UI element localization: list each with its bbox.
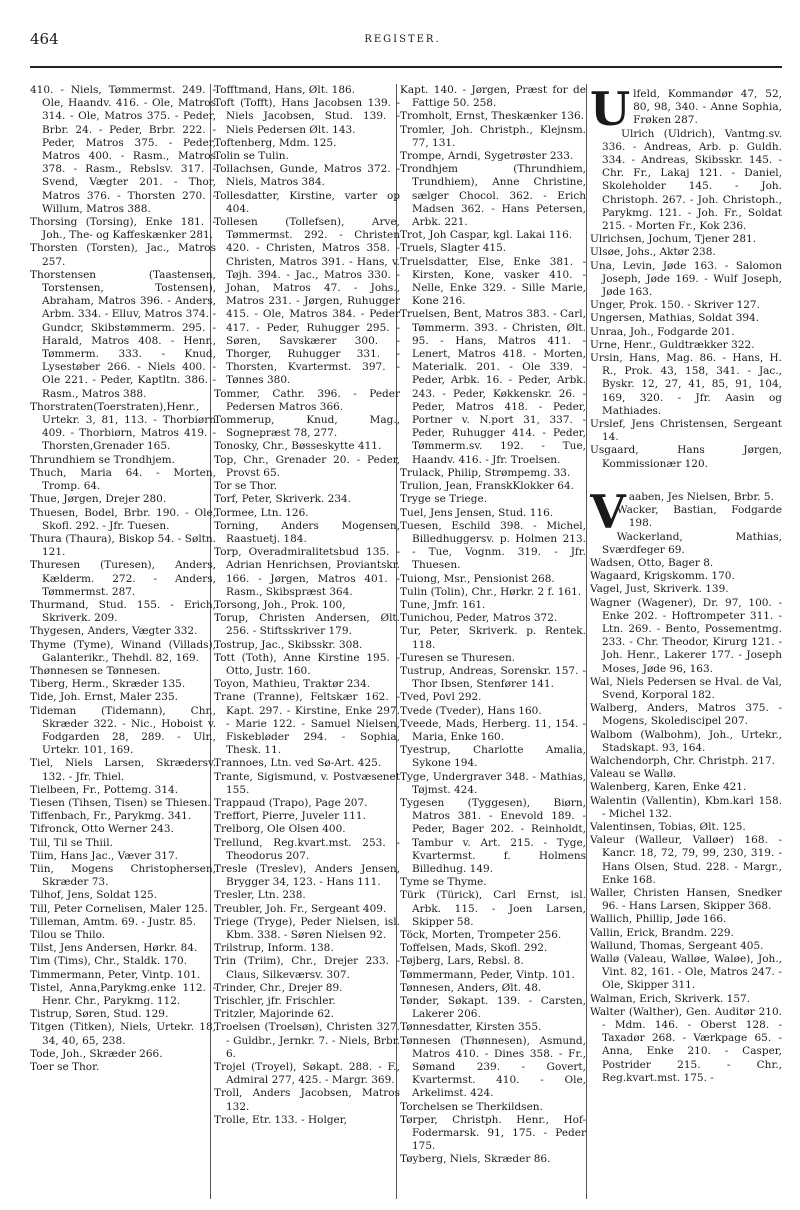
register-entry: Ungersen, Mathias, Soldat 394. — [590, 312, 760, 325]
register-entry: Wadsen, Otto, Bager 8. — [590, 556, 714, 569]
register-entry: Tim (Tims), Chr., Staldk. 170. — [30, 955, 188, 968]
register-entry: Trante, Sigismund, v. Postvæsenet 155. — [214, 770, 400, 796]
register-entry: Torp, Overadmiralitetsbud 135. - Adrian Henrichsen, Proviantskr. 166. - Jørgen, Matros 401. - Rasm., Skibspræst 364. — [214, 546, 400, 598]
register-entry: Ulrichsen, Jochum, Tjener 281. — [590, 233, 757, 246]
register-entry: Thuesen, Bodel, Brbr. 190. - Ole, Skofl. 292. - Jfr. Tuesen. — [30, 506, 216, 532]
register-entry: Tveede, Mads, Herberg. 11, 154. - Maria, Enke 160. — [400, 717, 586, 743]
register-entry: Thorstensen (Taastensen, Torstensen, Tostensen), Abraham, Matros 396. - Anders, Arbm. 334. - Elluv, Matros 374. - Gundcr, Skibstømmerm. 295. - Harald, Matros 408. - Henr., Tømmerm. 333. - Knud, Lysestøber 266. - Niels 400. - Ole 221. - Peder, Kaptltn. 386. - Rasm., Matros 388. — [30, 268, 216, 400]
section-u — [590, 84, 782, 136]
register-entry: Tollachsen, Gunde, Matros 372. - Niels, Matros 384. — [214, 163, 400, 189]
register-entry: Troelsen (Troelsøn), Christen 327. - Guldbr., Jernkr. 7. - Niels, Brbr. 6. — [214, 1021, 400, 1060]
register-entry: Trelborg, Ole Olsen 400. — [214, 823, 346, 836]
register-entry: Trondhjem (Thrundhiem, Trundhiem), Anne Christine, sælger Chocol. 362. - Erich Madsen 362. - Hans Petersen, Arbk. 221. — [400, 163, 586, 229]
register-entry: Valeau se Wallø. — [590, 768, 677, 781]
register-entry: Toft (Tofft), Hans Jacobsen 139. - Niels Jacobsen, Stud. 139. - Niels Pedersen Ølt. 143. — [214, 97, 400, 136]
register-entry: Thorstraten(Toerstraten),Henr., Urtekr. 3, 81, 113. - Thorbiørn 409. - Thorbiørn, Matros 419. - Thorsten,Grenader 165. — [30, 400, 216, 453]
register-entry: Tulin (Tolin), Chr., Hørkr. 2 f. 161. — [400, 585, 582, 598]
register-entry: Walchendorph, Chr. Christph. 217. — [590, 754, 775, 767]
register-entry: Vallin, Erick, Brandm. 229. — [590, 926, 734, 939]
register-entry: Usgaard, Hans Jørgen, Kommissionær 120. — [590, 444, 782, 470]
page-header — [30, 30, 775, 52]
register-entry: Thyme (Tyme), Winand (Villads), Galanterikr., Thehdl. 82, 169. — [30, 638, 216, 664]
section-u-entries — [590, 128, 782, 471]
register-entry: Trannoes, Ltn. ved Sø-Art. 425. — [214, 757, 382, 770]
register-entry: Tønnesen, Anders, Ølt. 48. — [400, 981, 542, 994]
register-entry: Urne, Henr., Guldtrækker 322. — [590, 338, 755, 351]
page-number: 464 — [30, 30, 59, 48]
register-entry: Tiin, Mogens Christophersen, Skræder 73. — [30, 862, 216, 889]
register-entry: Tyge, Undergraver 348. - Mathias, Tøjmst. 424. — [400, 770, 586, 796]
register-entry: Tved, Povl 292. — [400, 691, 482, 704]
register-entry: Trulion, Jean, FranskKlokker 64. — [400, 480, 574, 493]
register-entry: Tott (Toth), Anne Kirstine 195. - Otto, Justr. 160. — [214, 651, 400, 677]
register-entry: Torsong, Joh., Prok. 100, — [214, 598, 346, 611]
register-entry: Urslef, Jens Christensen, Sergeant 14. — [590, 418, 782, 444]
column-2 — [214, 84, 400, 1204]
register-entry: Ulsøe, Johs., Aktør 238. — [590, 246, 716, 259]
dropcap-u: U — [590, 84, 631, 136]
register-entry: Tur, Peter, Skriverk. p. Rentek. 118. — [400, 625, 586, 651]
register-entry: Wal, Niels Pedersen se Hval. de Val, Svend, Korporal 182. — [590, 675, 782, 701]
register-entry: Trellund, Reg.kvart.mst. 253. - Theodorus 207. — [214, 836, 400, 862]
register-entry: Wallø (Valeau, Walløe, Waløe), Joh., Vint. 82, 161. - Ole, Matros 247. - Ole, Skipper 311. — [590, 953, 782, 992]
register-entry: Truelsen, Bent, Matros 383. - Carl, Tømmerm. 393. - Christen, Ølt. 95. - Hans, Matros 411. - Lenert, Matros 418. - Morten, Materialk. 201. - Ole 339. - Peder, Arbk. 16. - Peder, Arbk. 243. - Peder, Køkkenskr. 26. - Peder, Matros 418. - Peder, Portner v. N.port 31, 337. - Peder, Ruhugger 414. - Peder, Tømmerm.sv. 192. - Tue, Haandv. 416. - Jfr. Troelsen. — [400, 308, 586, 466]
register-entry: Tormee, Ltn. 126. — [214, 506, 309, 519]
register-entry: Tøyberg, Niels, Skræder 86. — [400, 1153, 551, 1166]
register-entry: Torchelsen se Therkildsen. — [400, 1100, 543, 1113]
register-entry: Tritzler, Majorinde 62. — [214, 1008, 334, 1021]
register-entry: Wackerland, Mathias, Sværdfeger 69. — [602, 530, 782, 556]
register-entry: Tryge se Triege. — [400, 493, 488, 506]
section-v-entries — [590, 504, 782, 1085]
register-entry: Walter (Walther), Gen. Auditør 210. - Mdm. 146. - Oberst 128. - Taxadør 268. - Værkpage 65. - Anna, Enke 210. - Casper, Postrider 215. - Chr., Reg.kvart.mst. 175. - — [590, 1005, 782, 1084]
register-entry: Unraa, Joh., Fodgarde 201. — [590, 325, 735, 338]
register-entry: Walberg, Anders, Matros 375. - Mogens, Skolediscipel 207. — [590, 702, 782, 728]
register-entry: Wallund, Thomas, Sergeant 405. — [590, 939, 764, 952]
register-entry: Tilou se Thilo. — [30, 929, 106, 941]
register-entry: Tiffenbach, Fr., Parykmg. 341. — [30, 810, 192, 823]
column-divider — [586, 84, 587, 1199]
register-entry: Tollesdatter, Kirstine, varter op 404. — [214, 189, 400, 215]
register-entry: Toer se Thor. — [30, 1061, 100, 1074]
register-entry: Tønnesen (Thønnesen), Asmund, Matros 410. - Dines 358. - Fr., Sømand 239. - Govert, Kvartermst. 410. - Ole, Arkelimst. 424. — [400, 1034, 586, 1100]
register-entry: Tøjberg, Lars, Rebsl. 8. — [400, 955, 524, 968]
register-entry: Torup, Christen Andersen, Ølt. 256. - Stiftsskriver 179. — [214, 612, 400, 638]
register-entry: Türk (Türick), Carl Ernst, isl. Arbk. 115. - Joen Larsen, Skipper 58. — [400, 889, 586, 928]
register-entry: Tide, Joh. Ernst, Maler 235. — [30, 691, 178, 704]
register-entry: Trane (Tranne), Feltskær 162. - Kapt. 297. - Kirstine, Enke 297. - Marie 122. - Samuel Nielsen, Fiskebløder 294. - Sophia, Thesk. 11. — [214, 691, 400, 757]
register-entry: Tiberg, Herm., Skræder 135. — [30, 678, 186, 691]
register-entry: Tuesen, Eschild 398. - Michel, Billedhuggersv. p. Holmen 213. - Tue, Vognm. 319. - Jfr. Thuesen. — [400, 519, 586, 572]
register-entry: Tolin se Tulin. — [214, 150, 289, 163]
register-entry: Top, Chr., Grenader 20. - Peder, Provst 65. — [214, 453, 400, 479]
register-entry: Tiesen (Tihsen, Tisen) se Thiesen. — [30, 796, 211, 809]
column-4 — [590, 84, 782, 1204]
register-entry: Tyestrup, Charlotte Amalia, Sykone 194. — [400, 744, 586, 770]
register-entry: Tollesen (Tollefsen), Arve, Tømmermst. 292. - Christen 420. - Christen, Matros 358. - Christen, Matros 391. - Hans, v. Tøjh. 394. - Jac., Matros 330. - Johan, Matros 47. - Johs., Matros 231. - Jørgen, Ruhugger 415. - Ole, Matros 384. - Peder 417. - Peder, Ruhugger 295. - Søren, Savskærer 300. - Thorger, Ruhugger 331. - Thorsten, Kvartermst. 397. - Tønnes 380. — [214, 216, 400, 387]
register-entry: Tonosky, Chr., Bøsseskytte 411. — [214, 440, 382, 453]
register-columns — [30, 84, 785, 1204]
column-3 — [400, 84, 586, 1204]
register-entry: Tor se Thor. — [214, 480, 278, 493]
register-entry: Tommer, Cathr. 396. - Peder Pedersen Matros 366. — [214, 387, 400, 413]
register-entry: Valentinsen, Tobias, Ølt. 125. — [590, 820, 746, 833]
register-entry: Wallich, Phillip, Jøde 166. — [590, 913, 727, 926]
running-title: REGISTER. — [364, 34, 441, 45]
register-entry: Thønnesen se Tønnesen. — [30, 664, 161, 677]
register-entry: Thrundhiem se Trondhjem. — [30, 453, 175, 466]
register-entry: Trolle, Etr. 133. - Holger, — [214, 1113, 347, 1126]
register-entry: Thorsing (Torsing), Enke 181. - Joh., The- og Kaffeskænker 281. — [30, 216, 216, 242]
register-entry: Torning, Anders Mogensen, Raastuetj. 184. — [214, 519, 400, 545]
register-entry: Thygesen, Anders, Vægter 332. — [30, 625, 198, 638]
register-entry: Triege (Tryge), Peder Nielsen, isl. Kbm. 338. - Søren Nielsen 92. — [214, 915, 400, 941]
register-entry: Tiil, Til se Thiil. — [30, 836, 113, 849]
register-entry: Tromler, Joh. Christph., Klejnsm. 77, 131. — [400, 123, 586, 149]
register-entry: Valeur (Walleur, Valløer) 168. - Kancr. 18, 72, 79, 99, 230, 319. - Hans Olsen, Stud. 228. - Margr., Enke 168. — [590, 834, 782, 886]
register-entry: Ursin, Hans, Mag. 86. - Hans, H. R., Prok. 43, 158, 341. - Jac., Byskr. 12, 27, 41, 85, 91, 104, 169, 320. - Jfr. Aasin og Mathiades. — [590, 352, 782, 417]
register-entry: Thorsten (Torsten), Jac., Matros 257. — [30, 242, 216, 268]
register-entry: Thuresen (Turesen), Anders, Kælderm. 272. - Anders, Tømmermst. 287. — [30, 559, 216, 598]
register-entry: Waller, Christen Hansen, Snedker 96. - Hans Larsen, Skipper 368. — [590, 886, 782, 913]
register-entry: Tuel, Jens Jensen, Stud. 116. — [400, 506, 554, 519]
dropcap-v: V — [590, 484, 626, 539]
register-entry: Tresle (Treslev), Anders Jensen, Brygger 34, 123. - Hans 111. — [214, 862, 400, 889]
register-entry: Truels, Slagter 415. — [400, 242, 507, 255]
register-entry: Tommerup, Knud, Mag., Sognepræst 78, 277. — [214, 414, 400, 440]
register-entry: Kapt. 140. - Jørgen, Præst for de Fattige 50. 258. — [400, 84, 586, 110]
register-entry: Treffort, Pierre, Juveler 111. — [214, 810, 366, 823]
register-entry: 410. - Niels, Tømmermst. 249. - Ole, Haandv. 416. - Ole, Matros 314. - Ole, Matros 375. - Peder, Brbr. 24. - Peder, Brbr. 222. - Peder, Matros 375. - Peder, Matros 400. - Rasm., Matros 378. - Rasm., Rebslsv. 317. - Svend, Vægter 201. - Thor, Matros 376. - Thorsten 270. - Willum, Matros 388. — [30, 84, 216, 215]
register-entry: Vagel, Just, Skriverk. 139. — [590, 583, 729, 596]
register-entry: Trulack, Philip, Strømpemg. 33. — [400, 466, 571, 479]
register-entry: Thurmand, Stud. 155. - Erich, Skriverk. 209. — [30, 598, 216, 625]
register-entry: Trompe, Arndi, Sygetrøster 233. — [400, 150, 574, 163]
register-entry: aaben, Jes Nielsen, Brbr. 5. — [628, 490, 774, 503]
register-entry: Tvede (Tveder), Hans 160. — [400, 704, 542, 717]
register-entry: Walenberg, Karen, Enke 421. — [590, 781, 747, 794]
register-entry: Truelsdatter, Else, Enke 381. - Kirsten, Kone, vasker 410. - Nelle, Enke 329. - Sille Marie, Kone 216. — [400, 255, 586, 308]
register-entry: Thuch, Maria 64. - Morten, Tromp. 64. — [30, 466, 216, 493]
register-entry: Tilst, Jens Andersen, Hørkr. 84. — [30, 942, 198, 955]
register-entry: Walbom (Walbohm), Joh., Urtekr., Stadskapt. 93, 164. — [590, 728, 782, 754]
register-entry: Wagner (Wagener), Dr. 97, 100. - Enke 202. - Hoftrompeter 311. - Ltn. 269. - Bento, Possementmg. 233. - Chr. Theodor, Kirurg 121. - Joh. Henr., Lakerer 177. - Joseph Moses, Jøde 96, 163. — [590, 596, 782, 675]
register-entry: Trischler, jfr. Frischler. — [214, 995, 336, 1008]
register-entry: Tielbeen, Fr., Pottemg. 314. — [30, 783, 179, 796]
register-entry: Thura (Thaura), Biskop 54. - Søltn. 121. — [30, 532, 216, 559]
register-entry: Toffelsen, Mads, Skofl. 292. — [400, 942, 548, 955]
register-entry: Toftenberg, Mdm. 125. — [214, 136, 337, 149]
register-entry: Tustrup, Andreas, Sorenskr. 157. - Thor Ibsen, Stenfører 141. — [400, 664, 586, 691]
register-entry: Trilstrup, Inform. 138. — [214, 942, 334, 955]
register-entry: Tygesen (Tyggesen), Biørn, Matros 381. - Enevold 189. - Peder, Bager 202. - Reinholdt, Tambur v. Art. 215. - Tyge, Kvartermst. f. Holmens Billedhug. 149. — [400, 796, 586, 875]
register-entry: Tilleman, Amtm. 69. - Justr. 85. — [30, 915, 197, 928]
register-entry: Thue, Jørgen, Drejer 280. — [30, 493, 167, 506]
register-entry: Una, Levin, Jøde 163. - Salomon Joseph, Jøde 169. - Wulf Joseph, Jøde 163. — [590, 259, 782, 299]
register-entry: Trinder, Chr., Drejer 89. — [214, 981, 343, 994]
register-entry: Tromholt, Ernst, Theskænker 136. — [400, 110, 585, 123]
register-entry: Tuiong, Msr., Pensionist 268. — [400, 572, 555, 585]
register-entry: Tune, Jmfr. 161. — [400, 598, 486, 611]
register-entry: Tunichou, Peder, Matros 372. — [400, 612, 558, 625]
register-entry: Tønder, Søkapt. 139. - Carsten, Lakerer 206. — [400, 995, 586, 1021]
register-entry: Tistel, Anna,Parykmg.enke 112. - Henr. Chr., Parykmg. 112. — [30, 981, 216, 1008]
register-entry: Tønnesdatter, Kirsten 355. — [400, 1021, 542, 1034]
register-entry: Tresler, Ltn. 238. — [214, 889, 306, 902]
register-entry: Tyme se Thyme. — [400, 876, 487, 889]
register-entry: Tifronck, Otto Werner 243. — [30, 823, 174, 836]
column-1 — [30, 84, 216, 1204]
register-entry: Wagaard, Krigskomm. 170. — [590, 570, 735, 583]
register-entry: Trot, Joh Caspar, kgl. Lakai 116. — [400, 229, 573, 242]
register-entry: Trin (Triim), Chr., Drejer 233. - Claus, Silkeværsv. 307. — [214, 955, 400, 981]
register-entry: Treubler, Joh. Fr., Sergeant 409. — [214, 902, 387, 915]
register-entry: Tistrup, Søren, Stud. 129. — [30, 1008, 169, 1021]
register-entry: lfeld, Kommandør 47, 52, 80, 98, 340. - Anne Sophia, Frøken 287. — [633, 88, 782, 127]
register-entry: Tostrup, Jac., Skibsskr. 308. — [214, 638, 363, 651]
register-entry: Torf, Peter, Skriverk. 234. — [214, 493, 352, 506]
register-entry: Unger, Prok. 150. - Skriver 127. — [590, 299, 760, 312]
register-entry: Walentin (Vallentin), Kbm.karl 158. - Michel 132. — [590, 794, 782, 820]
register-entry: Timmermann, Peter, Vintp. 101. — [30, 968, 201, 981]
register-entry: Walman, Erich, Skriverk. 157. — [590, 992, 751, 1005]
register-entry: Tofftmand, Hans, Ølt. 186. — [214, 84, 356, 96]
header-rule — [30, 66, 782, 68]
register-entry: Tideman (Tidemann), Chr., Skræder 322. - Nic., Hoboist v. Fodgarden 28, 289. - Ulr., Urtekr. 101, 169. — [30, 704, 216, 757]
register-entry: Trojel (Troyel), Søkapt. 288. - F., Admiral 277, 425. - Margr. 369. — [214, 1061, 400, 1087]
register-entry: Tømmermann, Peder, Vintp. 101. — [400, 968, 575, 981]
register-entry: Tiel, Niels Larsen, Skrædersv. 132. - Jfr. Thiel. — [30, 757, 216, 783]
register-entry: Tilhof, Jens, Soldat 125. — [30, 889, 158, 902]
register-entry: Titgen (Titken), Niels, Urtekr. 18, 34, 40, 65, 238. — [30, 1021, 216, 1047]
register-entry: Till, Peter Cornelisen, Maler 125. — [30, 902, 208, 915]
register-entry: Wacker, Bastian, Fodgarde 198. — [616, 504, 782, 530]
register-entry: Töck, Morten, Trompeter 256. — [400, 929, 562, 941]
register-entry: Turesen se Thuresen. — [400, 651, 516, 664]
register-entry: Tode, Joh., Skræder 266. — [30, 1047, 163, 1060]
register-entry: Troll, Anders Jacobsen, Matros 132. — [214, 1087, 400, 1113]
register-entry: Ulrich (Uldrich), Vantmg.sv. 336. - Andreas, Arb. p. Guldh. 334. - Andreas, Skibsskr. 145. - Chr. Fr., Lakaj 121. - Daniel, Skoleholder 145. - Joh. Christoph. 267. - Joh. Christoph., Parykmg. 121. - Joh. Fr., Soldat 215. - Morten Fr., Kok 236. — [602, 127, 782, 233]
register-entry: Tiim, Hans Jac., Væver 317. — [30, 849, 178, 862]
register-entry: Toyon, Mathieu, Traktør 234. — [214, 678, 371, 691]
register-entry: Tørper, Christph. Henr., Hof-Fodermarsk. 91, 175. - Peder 175. — [400, 1113, 586, 1153]
register-entry: Trappaud (Trapo), Page 207. — [214, 796, 368, 809]
